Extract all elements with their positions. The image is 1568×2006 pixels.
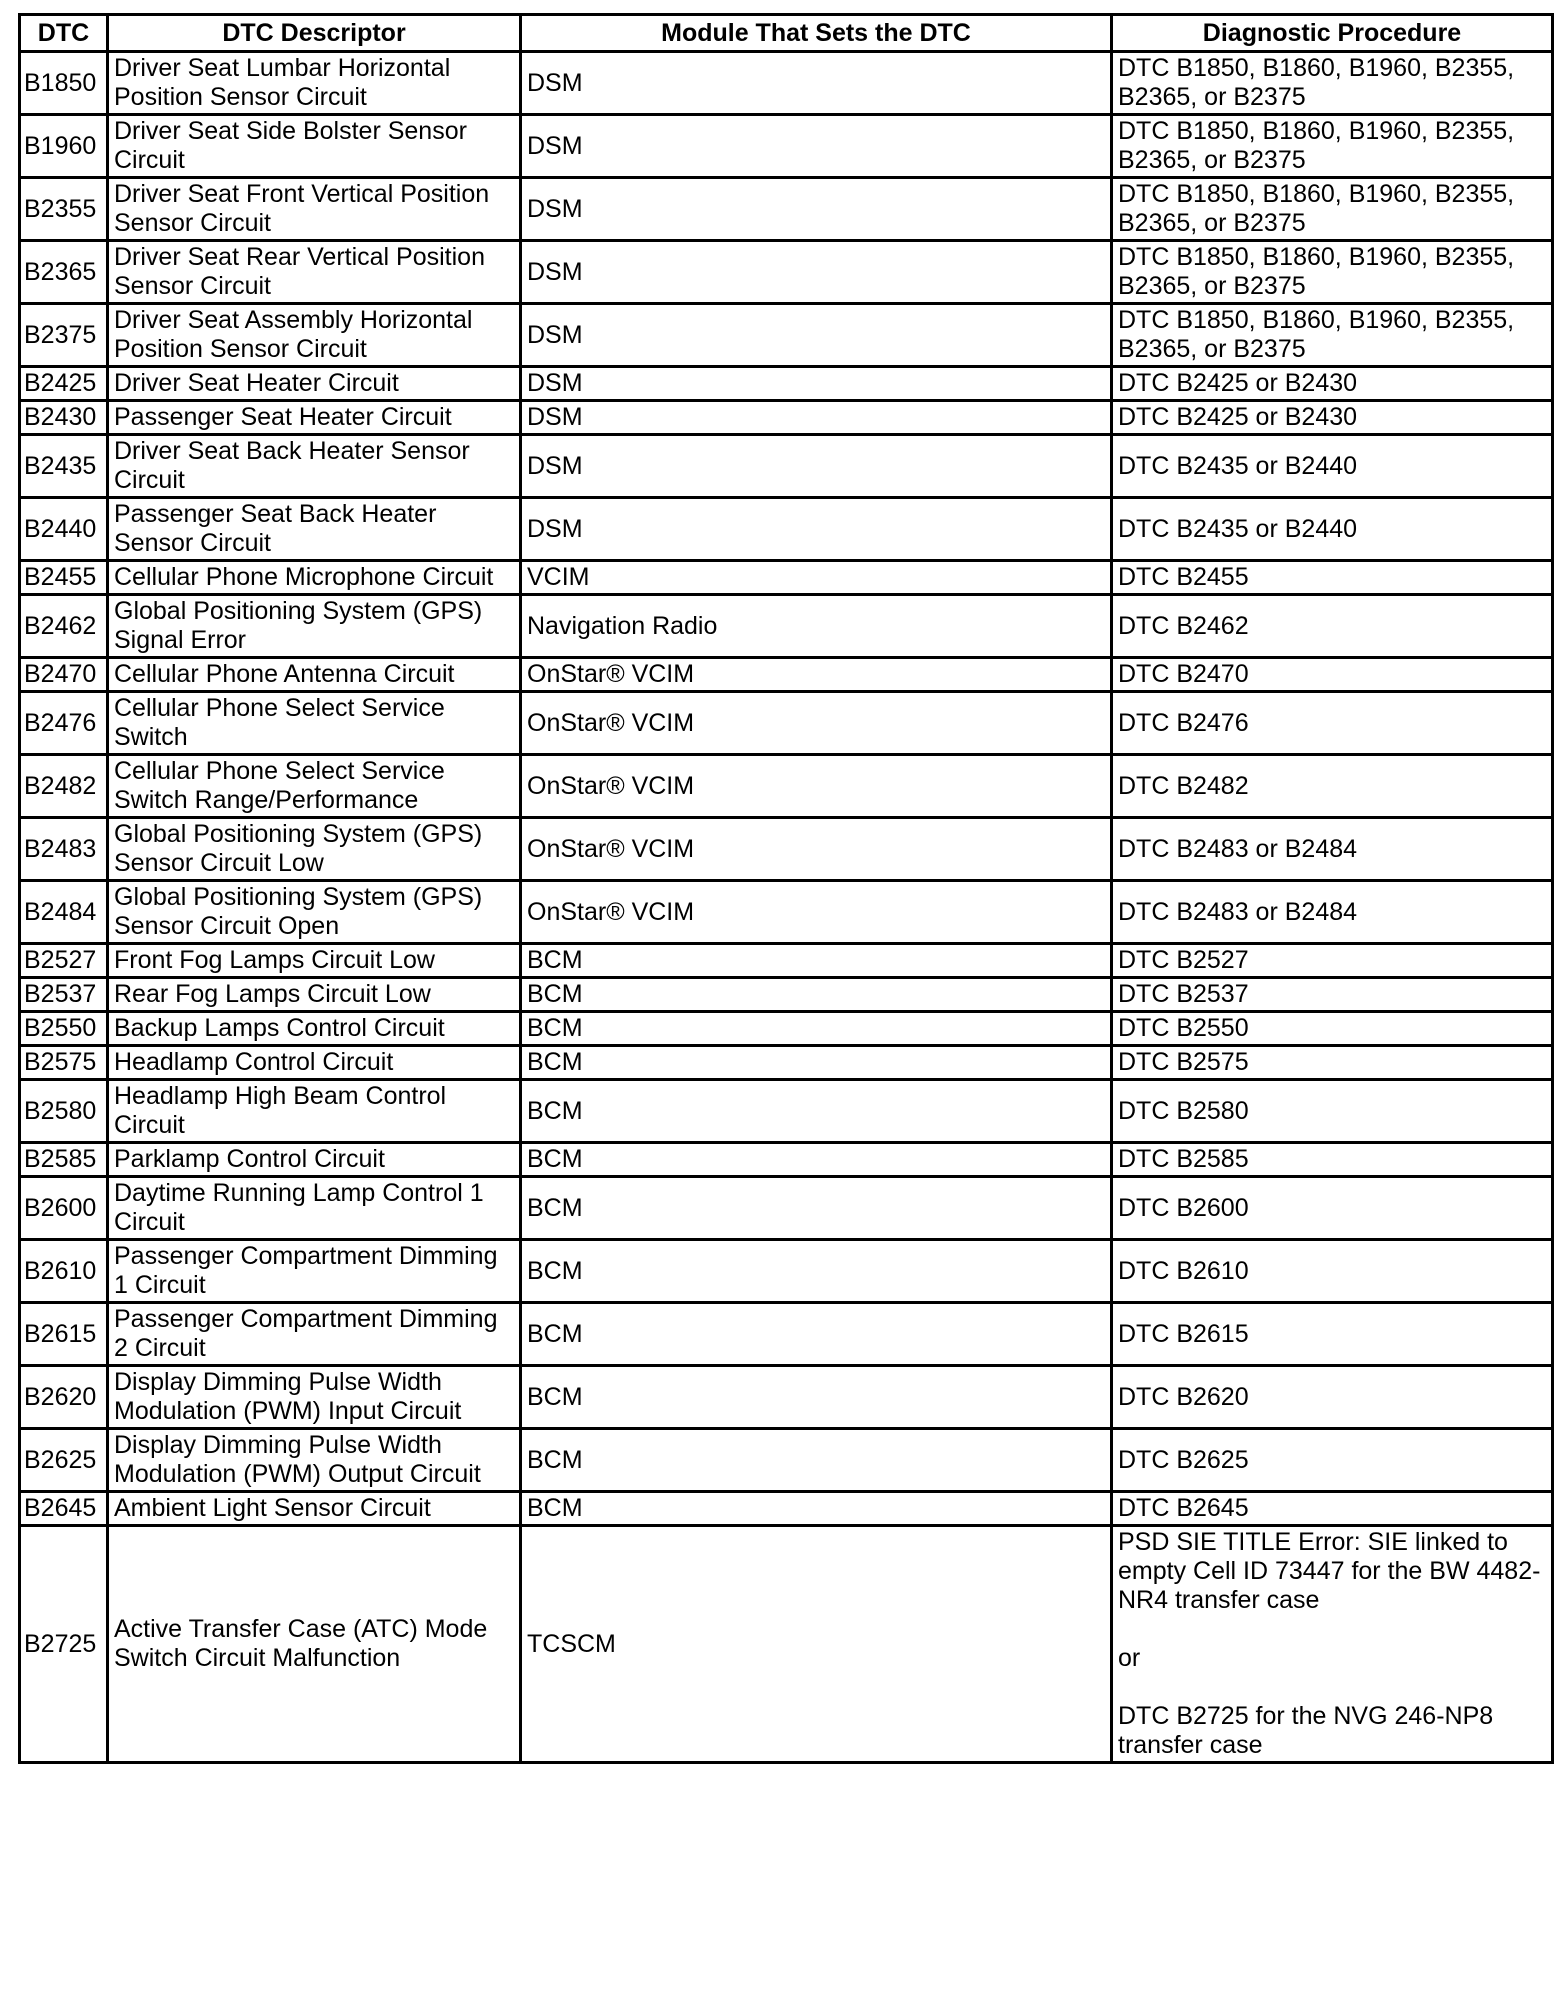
diagnostic-procedure-cell: DTC B2610 bbox=[1112, 1240, 1553, 1303]
module-cell: BCM bbox=[521, 1240, 1112, 1303]
dtc-code-cell: B2482 bbox=[20, 755, 108, 818]
table-header bbox=[20, 15, 1553, 52]
dtc-descriptor-cell: Passenger Compartment Dimming 2 Circuit bbox=[108, 1303, 521, 1366]
diagnostic-procedure-cell: DTC B2620 bbox=[1112, 1366, 1553, 1429]
dtc-descriptor-cell: Driver Seat Heater Circuit bbox=[108, 367, 521, 401]
dtc-descriptor-cell: Display Dimming Pulse Width Modulation (PWM) Input Circuit bbox=[108, 1366, 521, 1429]
dtc-descriptor-cell: Cellular Phone Antenna Circuit bbox=[108, 658, 521, 692]
diagnostic-procedure-cell: DTC B2435 or B2440 bbox=[1112, 498, 1553, 561]
table-row bbox=[20, 1046, 1553, 1080]
module-cell: BCM bbox=[521, 1046, 1112, 1080]
dtc-code-cell: B2462 bbox=[20, 595, 108, 658]
diagnostic-procedure-cell: DTC B1850, B1860, B1960, B2355, B2365, or B2375 bbox=[1112, 241, 1553, 304]
diagnostic-procedure-cell: DTC B2625 bbox=[1112, 1429, 1553, 1492]
diagnostic-procedure-cell: DTC B2435 or B2440 bbox=[1112, 435, 1553, 498]
dtc-code-cell: B2355 bbox=[20, 178, 108, 241]
dtc-code-cell: B2575 bbox=[20, 1046, 108, 1080]
table-row bbox=[20, 944, 1553, 978]
diagnostic-procedure-cell: DTC B2550 bbox=[1112, 1012, 1553, 1046]
table-row bbox=[20, 595, 1553, 658]
dtc-descriptor-cell: Headlamp High Beam Control Circuit bbox=[108, 1080, 521, 1143]
diagnostic-procedure-cell: DTC B2476 bbox=[1112, 692, 1553, 755]
dtc-code-cell: B2600 bbox=[20, 1177, 108, 1240]
table-row bbox=[20, 692, 1553, 755]
module-cell: DSM bbox=[521, 498, 1112, 561]
table-row bbox=[20, 1366, 1553, 1429]
module-cell: DSM bbox=[521, 435, 1112, 498]
dtc-descriptor-cell: Cellular Phone Select Service Switch bbox=[108, 692, 521, 755]
table-row bbox=[20, 304, 1553, 367]
dtc-code-cell: B2483 bbox=[20, 818, 108, 881]
dtc-code-cell: B2615 bbox=[20, 1303, 108, 1366]
dtc-code-cell: B2365 bbox=[20, 241, 108, 304]
diagnostic-procedure-cell: DTC B2527 bbox=[1112, 944, 1553, 978]
table-row bbox=[20, 978, 1553, 1012]
diagnostic-procedure-cell: DTC B2425 or B2430 bbox=[1112, 401, 1553, 435]
diagnostic-procedure-cell: DTC B2462 bbox=[1112, 595, 1553, 658]
dtc-code-cell: B2455 bbox=[20, 561, 108, 595]
table-row bbox=[20, 1177, 1553, 1240]
table-row bbox=[20, 1012, 1553, 1046]
dtc-descriptor-cell: Passenger Seat Heater Circuit bbox=[108, 401, 521, 435]
module-cell: BCM bbox=[521, 1143, 1112, 1177]
dtc-descriptor-cell: Headlamp Control Circuit bbox=[108, 1046, 521, 1080]
dtc-descriptor-cell: Driver Seat Assembly Horizontal Position Sensor Circuit bbox=[108, 304, 521, 367]
module-cell: BCM bbox=[521, 1366, 1112, 1429]
dtc-code-cell: B2440 bbox=[20, 498, 108, 561]
module-cell: DSM bbox=[521, 241, 1112, 304]
dtc-code-cell: B2645 bbox=[20, 1492, 108, 1526]
module-cell: DSM bbox=[521, 52, 1112, 115]
table-row bbox=[20, 1303, 1553, 1366]
table-row bbox=[20, 1492, 1553, 1526]
module-cell: BCM bbox=[521, 944, 1112, 978]
module-cell: TCSCM bbox=[521, 1526, 1112, 1763]
module-cell: Navigation Radio bbox=[521, 595, 1112, 658]
diagnostic-procedure-cell: DTC B2483 or B2484 bbox=[1112, 818, 1553, 881]
dtc-descriptor-cell: Global Positioning System (GPS) Signal Error bbox=[108, 595, 521, 658]
dtc-descriptor-cell: Rear Fog Lamps Circuit Low bbox=[108, 978, 521, 1012]
dtc-descriptor-cell: Global Positioning System (GPS) Sensor Circuit Open bbox=[108, 881, 521, 944]
dtc-descriptor-cell: Global Positioning System (GPS) Sensor Circuit Low bbox=[108, 818, 521, 881]
dtc-code-cell: B2470 bbox=[20, 658, 108, 692]
dtc-table bbox=[18, 13, 1554, 1764]
table-row bbox=[20, 1143, 1553, 1177]
table-row bbox=[20, 52, 1553, 115]
table-row bbox=[20, 435, 1553, 498]
diagnostic-procedure-cell: DTC B2482 bbox=[1112, 755, 1553, 818]
module-cell: OnStar® VCIM bbox=[521, 755, 1112, 818]
dtc-descriptor-cell: Driver Seat Front Vertical Position Sensor Circuit bbox=[108, 178, 521, 241]
table-row bbox=[20, 401, 1553, 435]
table-body bbox=[20, 52, 1553, 1763]
table-row bbox=[20, 178, 1553, 241]
dtc-descriptor-cell: Cellular Phone Select Service Switch Range/Performance bbox=[108, 755, 521, 818]
module-cell: BCM bbox=[521, 1080, 1112, 1143]
dtc-code-cell: B2425 bbox=[20, 367, 108, 401]
diagnostic-procedure-cell: DTC B2580 bbox=[1112, 1080, 1553, 1143]
dtc-table-container bbox=[18, 13, 1551, 1764]
dtc-descriptor-cell: Ambient Light Sensor Circuit bbox=[108, 1492, 521, 1526]
table-row bbox=[20, 881, 1553, 944]
diagnostic-procedure-cell: DTC B1850, B1860, B1960, B2355, B2365, or B2375 bbox=[1112, 52, 1553, 115]
dtc-code-cell: B2537 bbox=[20, 978, 108, 1012]
table-row bbox=[20, 1429, 1553, 1492]
dtc-code-cell: B2484 bbox=[20, 881, 108, 944]
dtc-code-cell: B2620 bbox=[20, 1366, 108, 1429]
diagnostic-procedure-cell: DTC B2575 bbox=[1112, 1046, 1553, 1080]
table-row bbox=[20, 1240, 1553, 1303]
module-cell: OnStar® VCIM bbox=[521, 881, 1112, 944]
module-cell: DSM bbox=[521, 115, 1112, 178]
table-row bbox=[20, 367, 1553, 401]
module-cell: DSM bbox=[521, 178, 1112, 241]
dtc-descriptor-cell: Passenger Seat Back Heater Sensor Circuit bbox=[108, 498, 521, 561]
module-cell: DSM bbox=[521, 304, 1112, 367]
module-cell: OnStar® VCIM bbox=[521, 692, 1112, 755]
table-row bbox=[20, 818, 1553, 881]
dtc-descriptor-cell: Parklamp Control Circuit bbox=[108, 1143, 521, 1177]
dtc-code-cell: B1850 bbox=[20, 52, 108, 115]
header-descriptor: DTC Descriptor bbox=[108, 15, 521, 52]
module-cell: BCM bbox=[521, 1492, 1112, 1526]
diagnostic-procedure-cell: DTC B2537 bbox=[1112, 978, 1553, 1012]
dtc-descriptor-cell: Driver Seat Rear Vertical Position Sensor Circuit bbox=[108, 241, 521, 304]
dtc-descriptor-cell: Backup Lamps Control Circuit bbox=[108, 1012, 521, 1046]
dtc-code-cell: B2550 bbox=[20, 1012, 108, 1046]
header-procedure: Diagnostic Procedure bbox=[1112, 15, 1553, 52]
module-cell: BCM bbox=[521, 1012, 1112, 1046]
dtc-descriptor-cell: Cellular Phone Microphone Circuit bbox=[108, 561, 521, 595]
diagnostic-procedure-cell: DTC B2645 bbox=[1112, 1492, 1553, 1526]
table-row bbox=[20, 658, 1553, 692]
module-cell: BCM bbox=[521, 1429, 1112, 1492]
dtc-code-cell: B2725 bbox=[20, 1526, 108, 1763]
header-row bbox=[20, 15, 1553, 52]
dtc-descriptor-cell: Passenger Compartment Dimming 1 Circuit bbox=[108, 1240, 521, 1303]
dtc-code-cell: B2625 bbox=[20, 1429, 108, 1492]
table-row bbox=[20, 561, 1553, 595]
dtc-descriptor-cell: Front Fog Lamps Circuit Low bbox=[108, 944, 521, 978]
diagnostic-procedure-cell: DTC B2615 bbox=[1112, 1303, 1553, 1366]
header-module: Module That Sets the DTC bbox=[521, 15, 1112, 52]
diagnostic-procedure-cell: DTC B2483 or B2484 bbox=[1112, 881, 1553, 944]
module-cell: BCM bbox=[521, 1303, 1112, 1366]
module-cell: OnStar® VCIM bbox=[521, 818, 1112, 881]
module-cell: VCIM bbox=[521, 561, 1112, 595]
dtc-code-cell: B2476 bbox=[20, 692, 108, 755]
dtc-descriptor-cell: Driver Seat Back Heater Sensor Circuit bbox=[108, 435, 521, 498]
dtc-code-cell: B2610 bbox=[20, 1240, 108, 1303]
dtc-descriptor-cell: Driver Seat Side Bolster Sensor Circuit bbox=[108, 115, 521, 178]
dtc-descriptor-cell: Active Transfer Case (ATC) Mode Switch Circuit Malfunction bbox=[108, 1526, 521, 1763]
diagnostic-procedure-cell: DTC B2455 bbox=[1112, 561, 1553, 595]
diagnostic-procedure-cell: PSD SIE TITLE Error: SIE linked to empty Cell ID 73447 for the BW 4482-NR4 transfer case or DTC B2725 for the NVG 246-NP8 transfer case bbox=[1112, 1526, 1553, 1763]
dtc-code-cell: B1960 bbox=[20, 115, 108, 178]
dtc-descriptor-cell: Display Dimming Pulse Width Modulation (PWM) Output Circuit bbox=[108, 1429, 521, 1492]
module-cell: DSM bbox=[521, 401, 1112, 435]
module-cell: OnStar® VCIM bbox=[521, 658, 1112, 692]
dtc-code-cell: B2375 bbox=[20, 304, 108, 367]
dtc-code-cell: B2580 bbox=[20, 1080, 108, 1143]
header-dtc: DTC bbox=[20, 15, 108, 52]
dtc-code-cell: B2585 bbox=[20, 1143, 108, 1177]
diagnostic-procedure-cell: DTC B2425 or B2430 bbox=[1112, 367, 1553, 401]
table-row bbox=[20, 241, 1553, 304]
diagnostic-procedure-cell: DTC B2600 bbox=[1112, 1177, 1553, 1240]
module-cell: DSM bbox=[521, 367, 1112, 401]
table-row bbox=[20, 755, 1553, 818]
dtc-descriptor-cell: Driver Seat Lumbar Horizontal Position Sensor Circuit bbox=[108, 52, 521, 115]
dtc-code-cell: B2430 bbox=[20, 401, 108, 435]
diagnostic-procedure-cell: DTC B1850, B1860, B1960, B2355, B2365, or B2375 bbox=[1112, 115, 1553, 178]
diagnostic-procedure-cell: DTC B1850, B1860, B1960, B2355, B2365, or B2375 bbox=[1112, 178, 1553, 241]
table-row bbox=[20, 498, 1553, 561]
table-row bbox=[20, 1526, 1553, 1763]
module-cell: BCM bbox=[521, 1177, 1112, 1240]
diagnostic-procedure-cell: DTC B1850, B1860, B1960, B2355, B2365, or B2375 bbox=[1112, 304, 1553, 367]
diagnostic-procedure-cell: DTC B2470 bbox=[1112, 658, 1553, 692]
diagnostic-procedure-cell: DTC B2585 bbox=[1112, 1143, 1553, 1177]
dtc-descriptor-cell: Daytime Running Lamp Control 1 Circuit bbox=[108, 1177, 521, 1240]
table-row bbox=[20, 115, 1553, 178]
module-cell: BCM bbox=[521, 978, 1112, 1012]
dtc-code-cell: B2527 bbox=[20, 944, 108, 978]
table-row bbox=[20, 1080, 1553, 1143]
dtc-code-cell: B2435 bbox=[20, 435, 108, 498]
